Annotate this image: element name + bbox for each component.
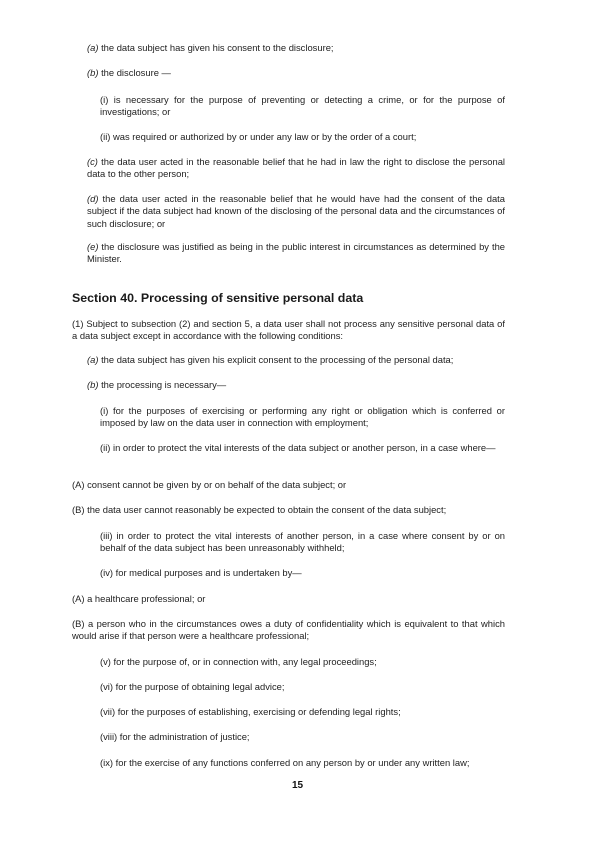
medical-a: (A) a healthcare professional; or [72, 593, 206, 604]
clause-text: the processing is necessary— [98, 379, 227, 390]
clause-text: the data user acted in the reasonable belief that he had in law the right to disclose the personal data to the other person; [87, 156, 505, 180]
case-a: (A) consent cannot be given by or on behalf of the data subject; or [72, 479, 347, 490]
clause-text: the data user acted in the reasonable belief that he would have had the consent of the data subject if the data subject had known of the disclosing of the personal data and the circumstances of such disclosure; or [87, 193, 505, 229]
medical-b: (B) a person who in the circumstances owes a duty of confidentiality which is equivalent to that which would arise if that person were a healthcare professional; [72, 618, 505, 642]
clause-text: the data subject has given his explicit consent to the processing of the personal data; [98, 354, 454, 365]
clause-text: the disclosure — [98, 67, 171, 78]
purpose-vi: (vi) for the purpose of obtaining legal advice; [100, 681, 285, 692]
subclause-i: (i) is necessary for the purpose of preventing or detecting a crime, or for the purpose of investigations; or [100, 94, 505, 118]
purpose-ix: (ix) for the exercise of any functions conferred on any person by or under any written law; [100, 757, 470, 768]
purpose-iv: (iv) for medical purposes and is undertaken by— [100, 567, 302, 578]
clause-text: the data subject has given his consent to the disclosure; [98, 42, 334, 53]
purpose-viii: (viii) for the administration of justice; [100, 731, 250, 742]
clause-a [87, 42, 505, 54]
clause-label: (c) [87, 156, 98, 167]
purpose-i: (i) for the purposes of exercising or performing any right or obligation which is conferred or imposed by law on the data user in connection with employment; [100, 405, 505, 429]
page-number: 15 [291, 780, 304, 791]
clause-e [87, 241, 505, 266]
clause-c [87, 156, 505, 181]
case-b: (B) the data user cannot reasonably be expected to obtain the consent of the data subject; [72, 504, 447, 515]
clause-label: (b) [87, 379, 99, 390]
clause-label: (e) [87, 241, 99, 252]
clause-text: the disclosure was justified as being in the public interest in circumstances as determined by the Minister. [87, 241, 505, 265]
purpose-ii: (ii) in order to protect the vital interests of the data subject or another person, in a case where— [100, 442, 496, 453]
clause-label: (b) [87, 67, 99, 78]
condition-b [87, 379, 505, 391]
clause-label: (a) [87, 354, 99, 365]
condition-a [87, 354, 505, 366]
purpose-v: (v) for the purpose of, or in connection with, any legal proceedings; [100, 656, 377, 667]
subclause-ii: (ii) was required or authorized by or under any law or by the order of a court; [100, 131, 417, 142]
clause-b [87, 67, 505, 79]
section-heading: Section 40. Processing of sensitive personal data [72, 291, 364, 305]
clause-d [87, 193, 505, 230]
clause-label: (d) [87, 193, 99, 204]
purpose-iii: (iii) in order to protect the vital interests of another person, in a case where consent by or on behalf of the data subject has been unreasonably withheld; [100, 530, 505, 554]
purpose-vii: (vii) for the purposes of establishing, exercising or defending legal rights; [100, 706, 401, 717]
clause-label: (a) [87, 42, 99, 53]
subsection-1: (1) Subject to subsection (2) and section 5, a data user shall not process any sensitive personal data of a data subject except in accordance with the following conditions: [72, 318, 505, 342]
